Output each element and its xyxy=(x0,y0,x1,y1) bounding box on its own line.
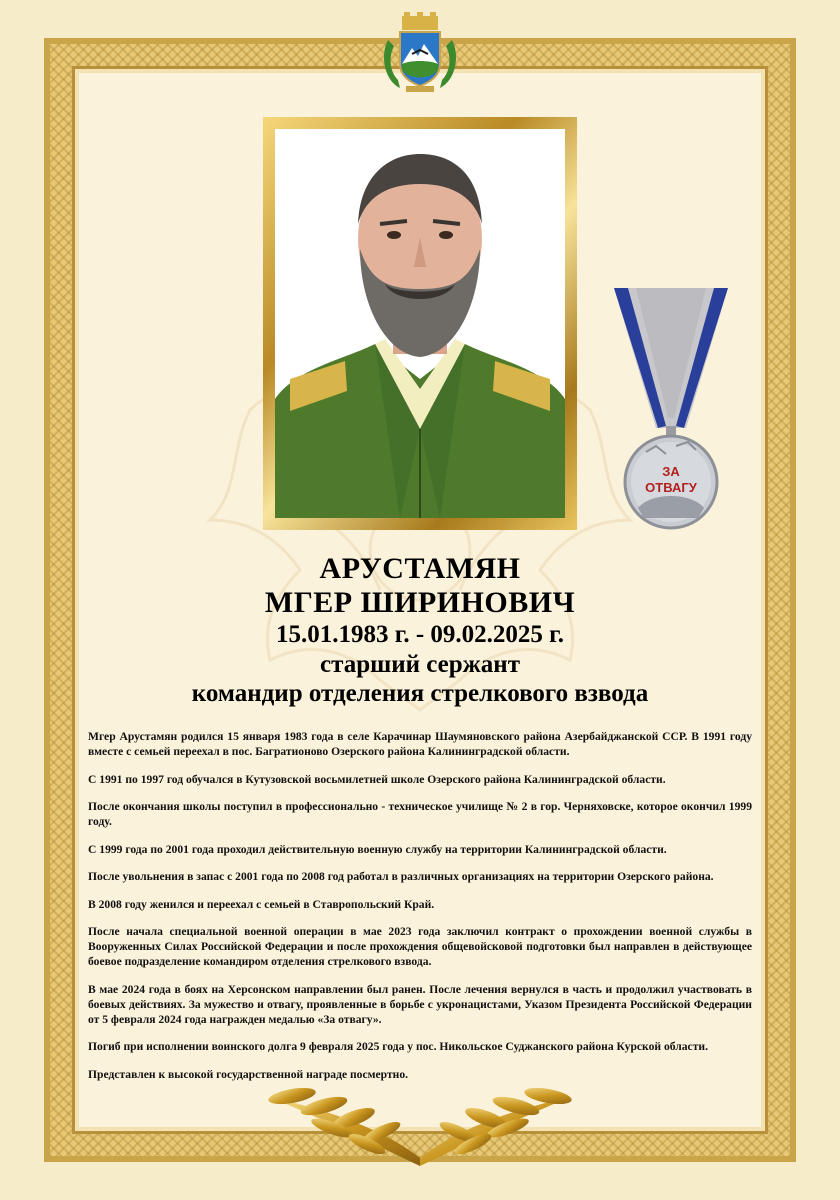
bio-paragraph: После начала специальной военной операции в мае 2023 года заключил контракт о прохождении военной службы в Вооруженных Силах Российской Федерации и после прохождения общевойсковой подготовки был направлен в действующее боевое подразделение командиром отделения стрелкового взвода. xyxy=(88,925,752,968)
header-block xyxy=(80,552,760,708)
medal-icon xyxy=(606,286,736,532)
bio-paragraph: После окончания школы поступил в профессионально - техническое училище № 2 в гор. Черняховске, которое окончил 1999 году. xyxy=(88,800,752,828)
bio-paragraph: Погиб при исполнении воинского долга 9 февраля 2025 года у пос. Никольское Суджанского района Курской области. xyxy=(88,1040,708,1053)
bio-paragraph: В мае 2024 года в боях на Херсонском направлении был ранен. После лечения вернулся в часть и продолжил участвовать в боевых действиях. За мужество и отвагу, проявленные в борьбе с укронацистами, Указом Президента Российской Федерации от 5 февраля 2024 года награжден медалью «За отвагу». xyxy=(88,982,752,1026)
bio-paragraph: Мгер Арустамян родился 15 января 1983 года в селе Карачинар Шаумяновского района Азербайджанской ССР. В 1991 году вместе с семьей переехал в пос. Багратионово Озерского района Калининградской области. xyxy=(88,730,752,758)
portrait-frame xyxy=(263,117,577,530)
medal-inscription-1: ЗА xyxy=(662,464,680,479)
bio-paragraph: Представлен к высокой государственной награде посмертно. xyxy=(88,1067,409,1081)
military-rank: старший сержант xyxy=(320,651,520,678)
life-dates: 15.01.1983 г. - 09.02.2025 г. xyxy=(276,621,564,648)
portrait-photo xyxy=(275,129,565,518)
bio-paragraph: С 1991 по 1997 год обучался в Кутузовской восьмилетней школе Озерского района Калининградской области. xyxy=(88,772,666,786)
military-position: командир отделения стрелкового взвода xyxy=(191,680,649,707)
biography xyxy=(88,729,752,1094)
coat-of-arms-icon xyxy=(380,10,460,94)
given-names: МГЕР ШИРИНОВИЧ xyxy=(264,586,576,619)
bio-paragraph: После увольнения в запас с 2001 года по 2008 год работал в различных организациях на территории Озерского района. xyxy=(88,870,714,883)
medal-inscription-2: ОТВАГУ xyxy=(645,480,697,495)
bio-paragraph: В 2008 году женился и переехал с семьей в Ставропольский Край. xyxy=(88,897,435,911)
surname: АРУСТАМЯН xyxy=(319,552,521,585)
bio-paragraph: С 1999 года по 2001 года проходил действительную военную службу на территории Калининградской области. xyxy=(88,842,667,856)
laurel-icon xyxy=(262,1078,578,1170)
